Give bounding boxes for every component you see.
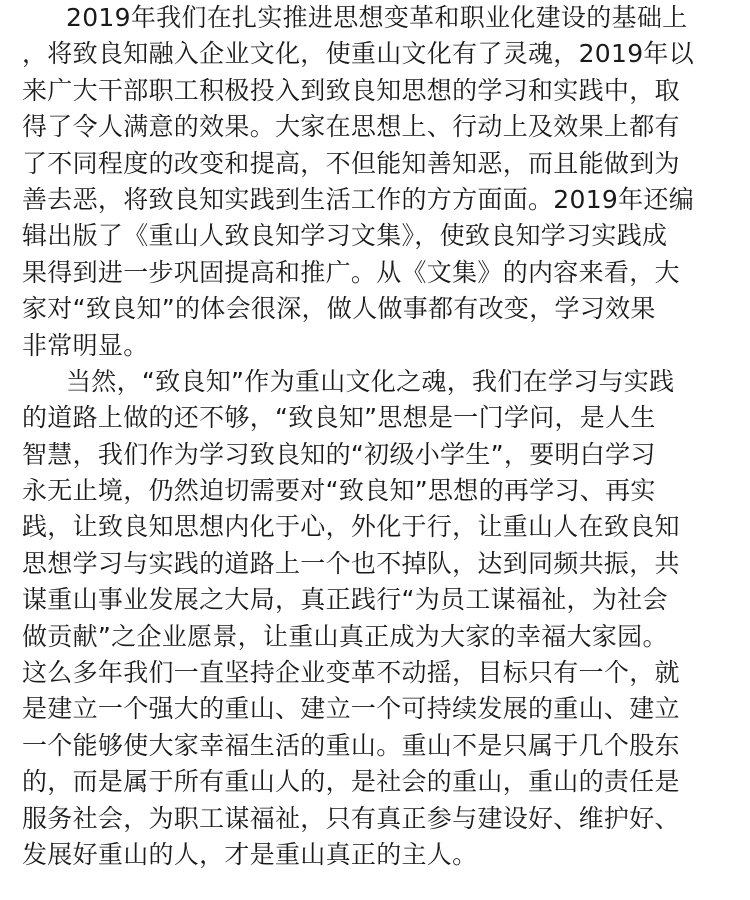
text-line: ，将致良知融入企业文化，使重山文化有了灵魂，2019年以 [22,39,695,69]
text-line: 思想学习与实践的道路上一个也不掉队，达到同频共振，共 [22,548,680,578]
text-line: 果得到进一步巩固提高和推广。从《文集》的内容来看，大 [22,257,680,287]
text-line: 做贡献”之企业愿景，让重山真正成为大家的幸福大家园。 [22,621,668,651]
text-line: 非常明显。 [22,330,149,360]
text-line: 践，让致良知思想内化于心，外化于行，让重山人在致良知 [22,512,680,542]
text-line: 善去恶，将致良知实践到生活工作的方方面面。2019年还编 [22,184,695,214]
text-line: 是建立一个强大的重山、建立一个可持续发展的重山、建立 [22,694,680,724]
text-line: 发展好重山的人，才是重山真正的主人。 [22,839,478,869]
text-line: 的，而是属于所有重山人的，是社会的重山，重山的责任是 [22,767,680,797]
text-line: 一个能够使大家幸福生活的重山。重山不是只属于几个股东 [22,730,680,760]
text-line: 谋重山事业发展之大局，真正践行“为员工谋福祉，为社会 [22,585,668,615]
text-line: 永无止境，仍然迫切需要对“致良知”思想的再学习、再实 [22,476,656,506]
document-body [22,0,722,873]
text-line: 智慧，我们作为学习致良知的“初级小学生”，要明白学习 [22,439,656,469]
text-line: 辑出版了《重山人致良知学习文集》，使致良知学习实践成 [22,221,668,251]
text-line: 家对“致良知”的体会很深，做人做事都有改变，学习效果 [22,294,656,324]
text-line: 得了令人满意的效果。大家在思想上、行动上及效果上都有 [22,112,680,142]
text-line: 服务社会，为职工谋福祉，只有真正参与建设好、维护好、 [22,803,680,833]
text-line: 这么多年我们一直坚持企业变革不动摇，目标只有一个，就 [22,658,680,688]
text-line: 2019年我们在扎实推进思想变革和职业化建设的基础上 [66,3,688,32]
text-line: 来广大干部职工积极投入到致良知思想的学习和实践中，取 [22,75,680,105]
text-line: 的道路上做的还不够，“致良知”思想是一门学问，是人生 [22,403,656,433]
text-line: 当然，“致良知”作为重山文化之魂，我们在学习与实践 [66,366,675,396]
text-line: 了不同程度的改变和提高，不但能知善知恶，而且能做到为 [22,148,680,178]
